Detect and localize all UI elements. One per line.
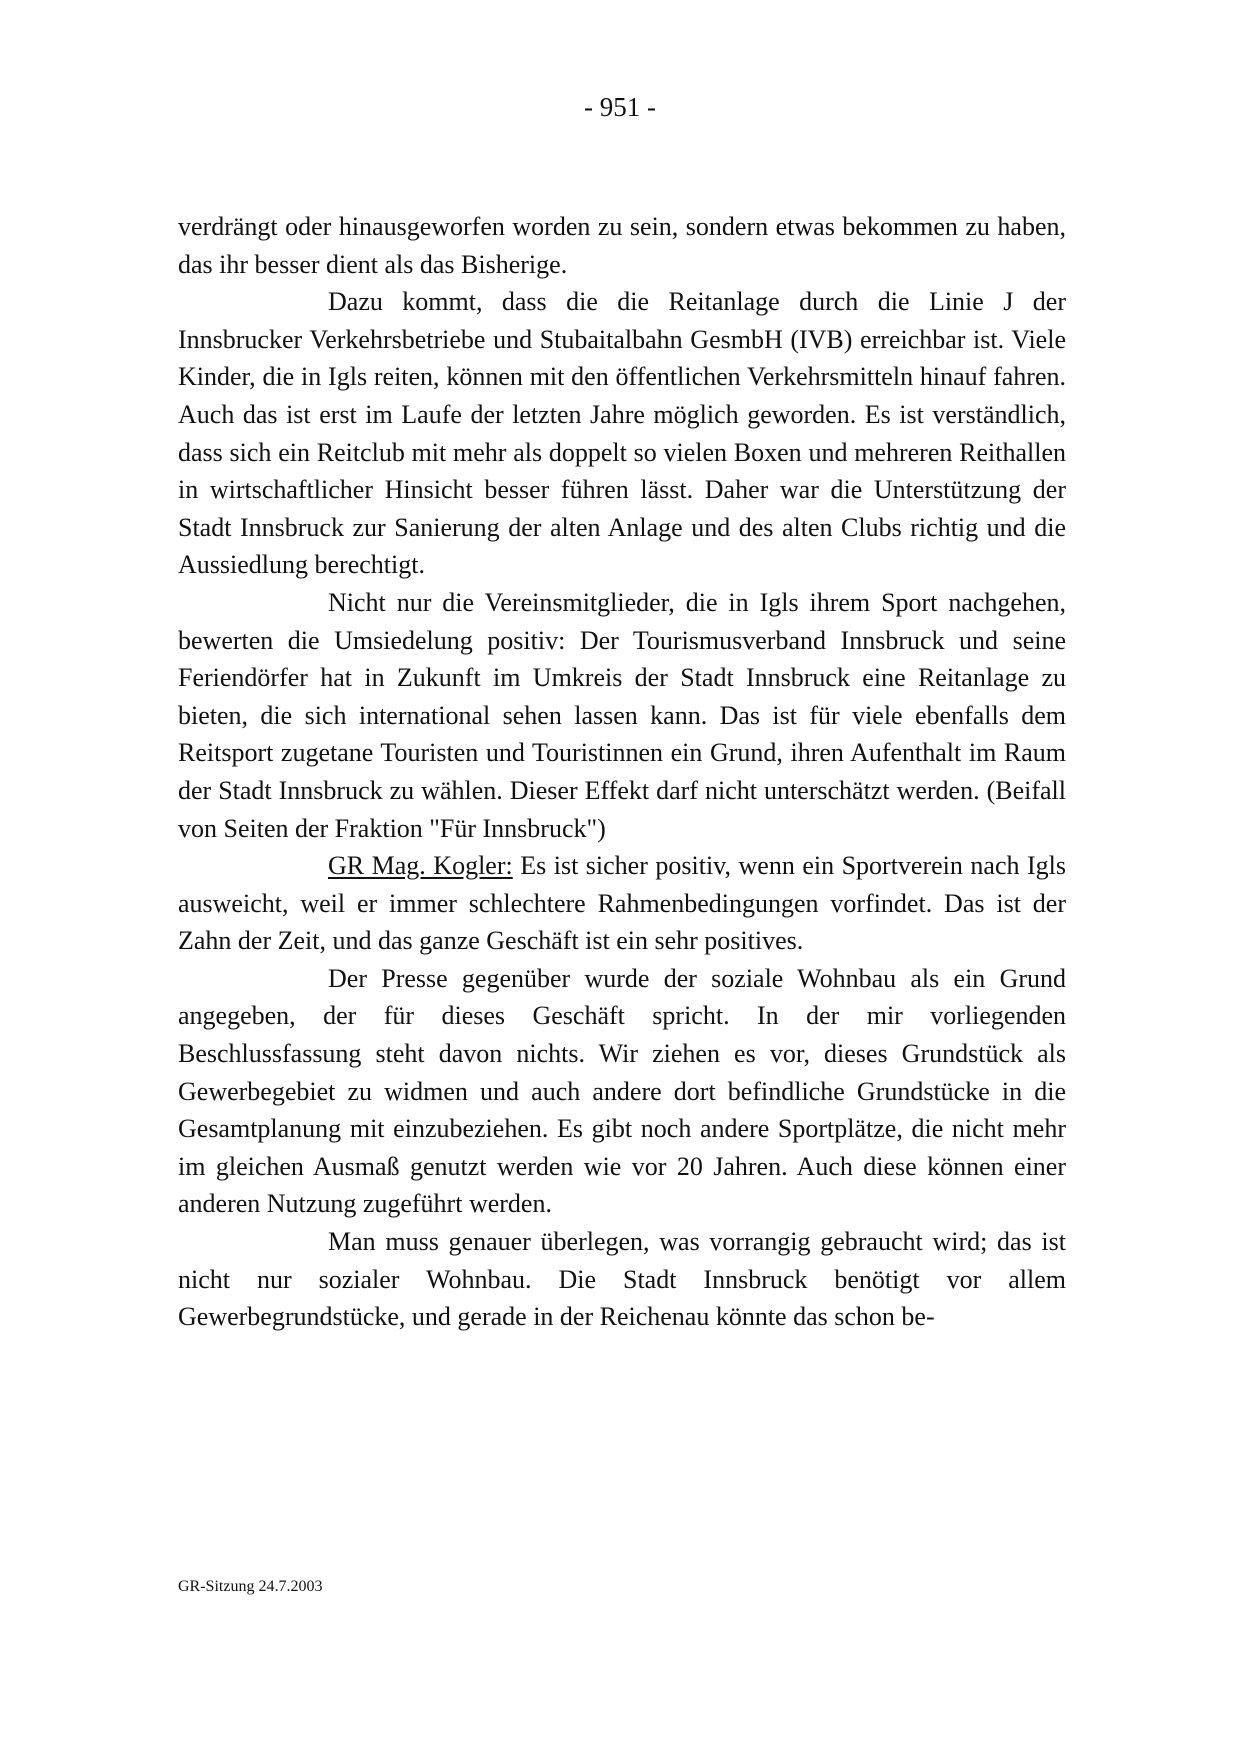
paragraph: Der Presse gegenüber wurde der soziale Wohnbau als ein Grund angegeben, der für dieses Geschäft spricht. In der mir vorliegenden Beschlussfassung steht davon nichts. Wir ziehen es vor, dieses Grundstück als Gewerbegebiet zu widmen und auch andere dort befindliche Grundstücke in die Gesamtplanung mit einzubeziehen. Es gibt noch andere Sportplätze, die nicht mehr im gleichen Ausmaß genutzt werden wie vor 20 Jahren. Auch diese können einer anderen Nutzung zugeführt werden. [178,963,1066,1219]
paragraph: Nicht nur die Vereinsmitglieder, die in Igls ihrem Sport nachgehen, bewerten die Umsiedelung positiv: Der Tourismusverband Innsbruck und seine Feriendörfer hat in Zukunft im Umkreis der Stadt Innsbruck eine Reitanlage zu bieten, die sich international sehen lassen kann. Das ist für viele ebenfalls dem Reitsport zugetane Touristen und Touristinnen ein Grund, ihren Aufenthalt im Raum der Stadt Innsbruck zu wählen. Dieser Effekt darf nicht unterschätzt werden. (Beifall von Seiten der Fraktion "Für Innsbruck") [178,587,1066,843]
footer-session-date: GR-Sitzung 24.7.2003 [178,1578,323,1595]
speech-text: Es ist sicher positiv, wenn ein Sportverein nach Igls ausweicht, weil er immer schlechtere Rahmenbedingungen vorfindet. Das ist der Zahn der Zeit, und das ganze Geschäft ist ein sehr positives. [178,851,1066,956]
paragraph: Dazu kommt, dass die die Reitanlage durch die Linie J der Innsbrucker Verkehrsbetriebe und Stubaitalbahn GesmbH (IVB) erreichbar ist. Viele Kinder, die in Igls reiten, können mit den öffentlichen Verkehrsmitteln hinauf fahren. Auch das ist erst im Laufe der letzten Jahre möglich geworden. Es ist verständlich, dass sich ein Reitclub mit mehr als doppelt so vielen Boxen und mehreren Reithallen in wirtschaftlicher Hinsicht besser führen lässt. Daher war die Unterstützung der Stadt Innsbruck zur Sanierung der alten Anlage und des alten Clubs richtig und die Aussiedlung berechtigt. [178,287,1066,580]
paragraph-continuation: verdrängt oder hinausgeworfen worden zu sein, sondern etwas bekommen zu haben, das ihr besser dient als das Bisherige. [178,212,1066,279]
paragraph-speech [178,847,1066,960]
speaker-name: GR Mag. Kogler: [328,851,513,881]
page-number: - 951 - [584,92,656,122]
paragraph: Man muss genauer überlegen, was vorrangig gebraucht wird; das ist nicht nur sozialer Wohnbau. Die Stadt Innsbruck benötigt vor allem Gewerbegrundstücke, und gerade in der Reichenau könnte das schon be- [178,1227,1066,1332]
document-body [178,208,1066,1336]
